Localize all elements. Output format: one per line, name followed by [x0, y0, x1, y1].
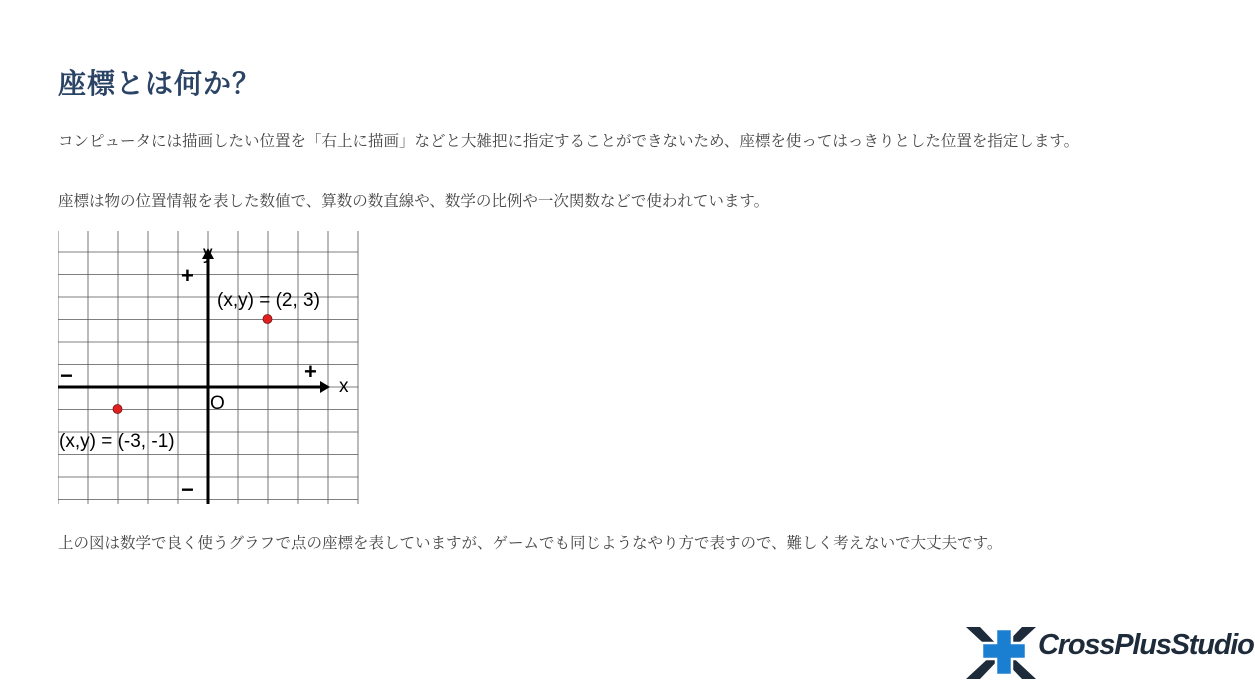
point-a-label: (x,y) = (2, 3)	[217, 290, 320, 311]
x-axis-arrow-icon	[320, 381, 330, 393]
coordinate-graph	[58, 231, 360, 504]
point-a-marker	[263, 315, 272, 324]
logo-mark-icon	[964, 625, 1038, 681]
logo-text: CrossPlusStudio	[1038, 629, 1254, 661]
y-plus-sign: +	[181, 263, 194, 288]
y-axis	[202, 248, 214, 504]
point-b-marker	[113, 405, 122, 414]
y-minus-sign: −	[181, 477, 194, 502]
explanation-paragraph: 上の図は数学で良く使うグラフで点の座標を表していますが、ゲームでも同じようなやり方で表すので、難しく考えないで大丈夫です。	[58, 534, 1003, 552]
origin-label: O	[210, 393, 225, 414]
definition-paragraph: 座標は物の位置情報を表した数値で、算数の数直線や、数学の比例や一次関数などで使われています。	[58, 192, 770, 210]
point-b-label: (x,y) = (-3, -1)	[59, 431, 175, 452]
y-axis-label: y	[203, 243, 213, 264]
page-title: 座標とは何か？	[58, 67, 262, 100]
cross-plus-studio-logo	[964, 625, 1254, 681]
x-axis-label: x	[339, 376, 349, 397]
x-axis	[58, 381, 330, 393]
x-minus-sign: −	[60, 363, 73, 388]
x-plus-sign: +	[304, 359, 317, 384]
intro-paragraph: コンピュータには描画したい位置を「右上に描画」などと大雑把に指定することができないため、座標を使ってはっきりとした位置を指定します。	[58, 132, 1080, 150]
